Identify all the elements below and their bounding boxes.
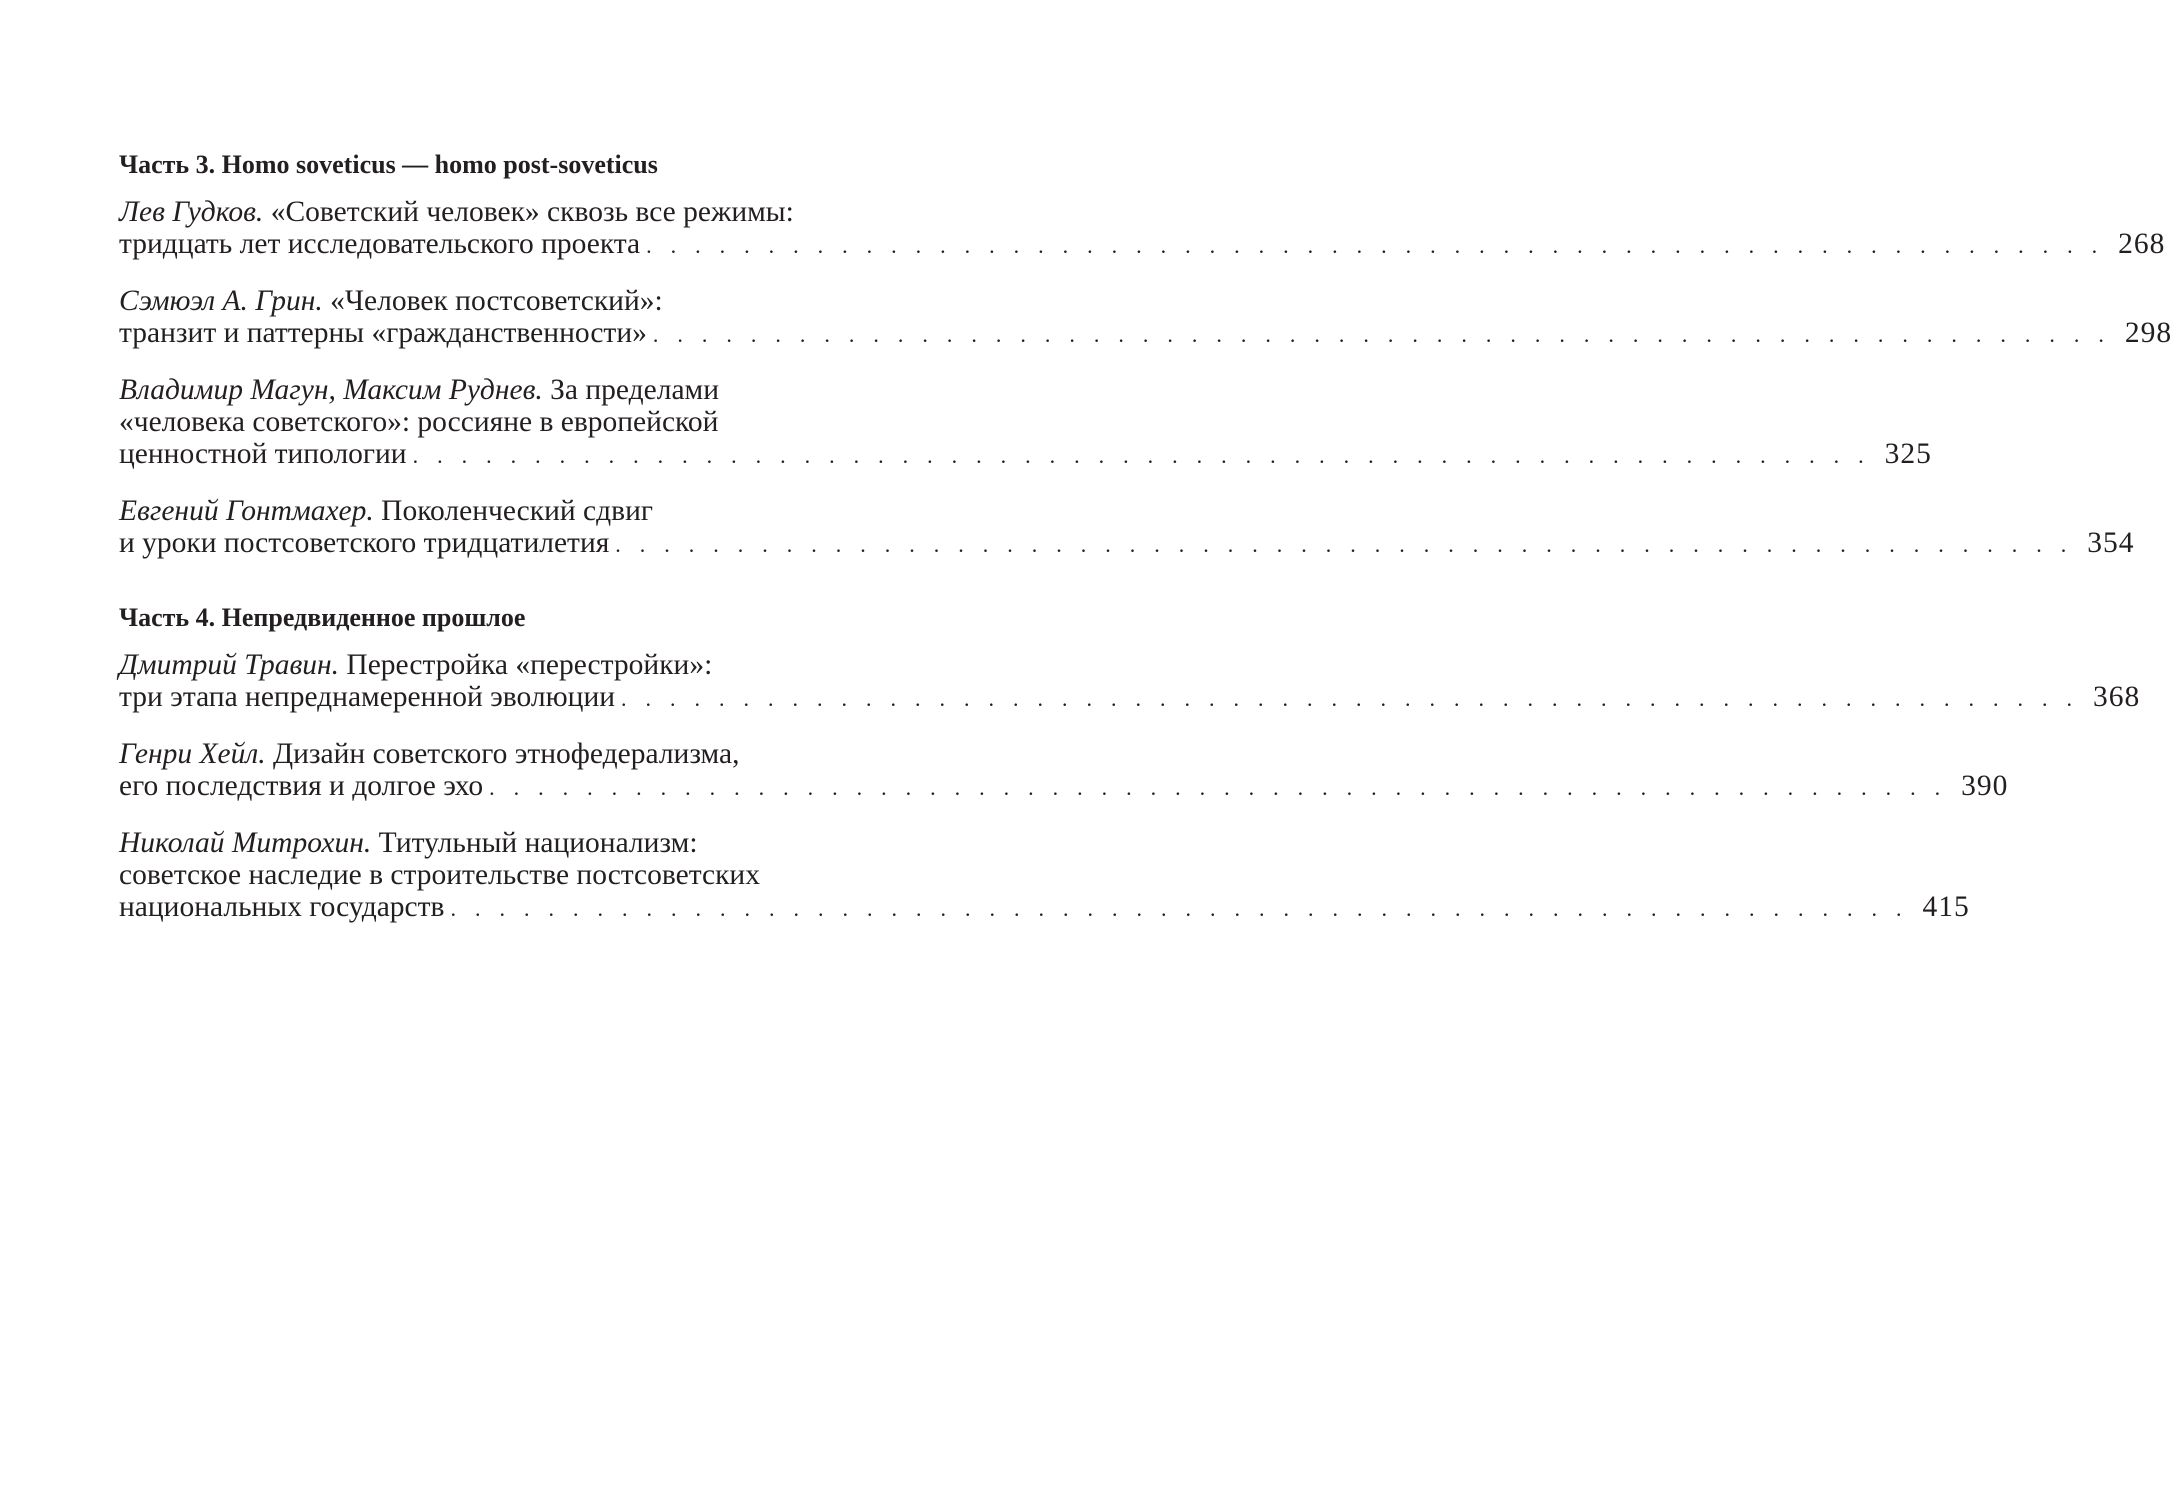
toc-entry[interactable]	[119, 495, 2135, 561]
entry-middle-line: «человека советского»: россияне в европейской	[119, 406, 719, 438]
part-title: Часть 3. Homo soveticus — homo post-soveticus	[119, 150, 658, 179]
page-number: 325	[1884, 438, 1932, 470]
part-3	[119, 150, 2172, 561]
entry-title-end: его последствия и долгое эхо	[119, 770, 484, 802]
toc-entry[interactable]	[119, 374, 1932, 472]
toc-entry[interactable]	[119, 285, 2172, 351]
entry-first-line	[119, 827, 861, 859]
entry-last-line	[119, 438, 1932, 472]
entry-title: Титульный национализм:	[371, 827, 698, 859]
table-of-contents	[119, 150, 2172, 925]
toc-entry[interactable]	[119, 738, 2009, 804]
toc-entry[interactable]	[119, 649, 2141, 715]
entry-last-line	[119, 317, 2172, 351]
entry-author: Генри Хейл.	[119, 738, 266, 770]
entry-author: Владимир Магун, Максим Руднев.	[119, 374, 543, 406]
entry-title: Дизайн советского этнофедерализма,	[265, 738, 740, 770]
entry-first-line	[119, 649, 861, 681]
entry-title-end: три этапа непреднамеренной эволюции	[119, 681, 616, 713]
entry-title: Перестройка «перестройки»:	[339, 649, 713, 681]
entry-author: Николай Митрохин.	[119, 827, 372, 859]
dot-leader: ............................................................	[646, 233, 2117, 258]
entry-first-line	[119, 495, 861, 527]
entry-last-line	[119, 527, 2135, 561]
entry-first-line	[119, 738, 861, 770]
dot-leader: ............................................................	[615, 532, 2086, 557]
entry-title-end: ценностной типологии	[119, 438, 407, 470]
entry-middle-line: советское наследие в строительстве постсоветских	[119, 859, 760, 891]
entry-last-line	[119, 228, 2166, 262]
entry-first-line	[119, 196, 861, 228]
entry-title: За пределами	[542, 374, 719, 406]
entry-author: Евгений Гонтмахер.	[119, 495, 374, 527]
page-number: 390	[1961, 770, 2009, 802]
entry-first-line	[119, 374, 861, 406]
entry-last-line	[119, 891, 1970, 925]
entry-author: Лев Гудков.	[119, 196, 264, 228]
page-number: 268	[2118, 228, 2166, 260]
entry-title-end: транзит и паттерны «гражданственности»	[119, 317, 647, 349]
entry-title: Поколенческий сдвиг	[373, 495, 653, 527]
toc-entry[interactable]	[119, 827, 1970, 925]
entry-author: Дмитрий Травин.	[119, 649, 340, 681]
page-number: 354	[2087, 527, 2135, 559]
entry-last-line	[119, 681, 2141, 715]
entry-title-end: тридцать лет исследовательского проекта	[119, 228, 641, 260]
entry-title: «Человек постсоветский»:	[322, 285, 663, 317]
page-number: 298	[2124, 317, 2172, 349]
page-number: 368	[2093, 681, 2141, 713]
entry-author: Сэмюэл А. Грин.	[119, 285, 323, 317]
dot-leader: ............................................................	[621, 686, 2092, 711]
dot-leader: ............................................................	[450, 896, 1921, 921]
dot-leader: ............................................................	[412, 443, 1883, 468]
entry-title: «Советский человек» сквозь все режимы:	[263, 196, 794, 228]
part-4	[119, 603, 2141, 925]
entry-last-line	[119, 770, 2009, 804]
part-title: Часть 4. Непредвиденное прошлое	[119, 603, 526, 632]
entry-first-line	[119, 285, 861, 317]
entry-title-end: и уроки постсоветского тридцатилетия	[119, 527, 610, 559]
page-number: 415	[1922, 891, 1970, 923]
entry-title-end: национальных государств	[119, 891, 445, 923]
toc-entry[interactable]	[119, 196, 2166, 262]
dot-leader: ............................................................	[652, 322, 2123, 347]
dot-leader: ............................................................	[489, 775, 1960, 800]
